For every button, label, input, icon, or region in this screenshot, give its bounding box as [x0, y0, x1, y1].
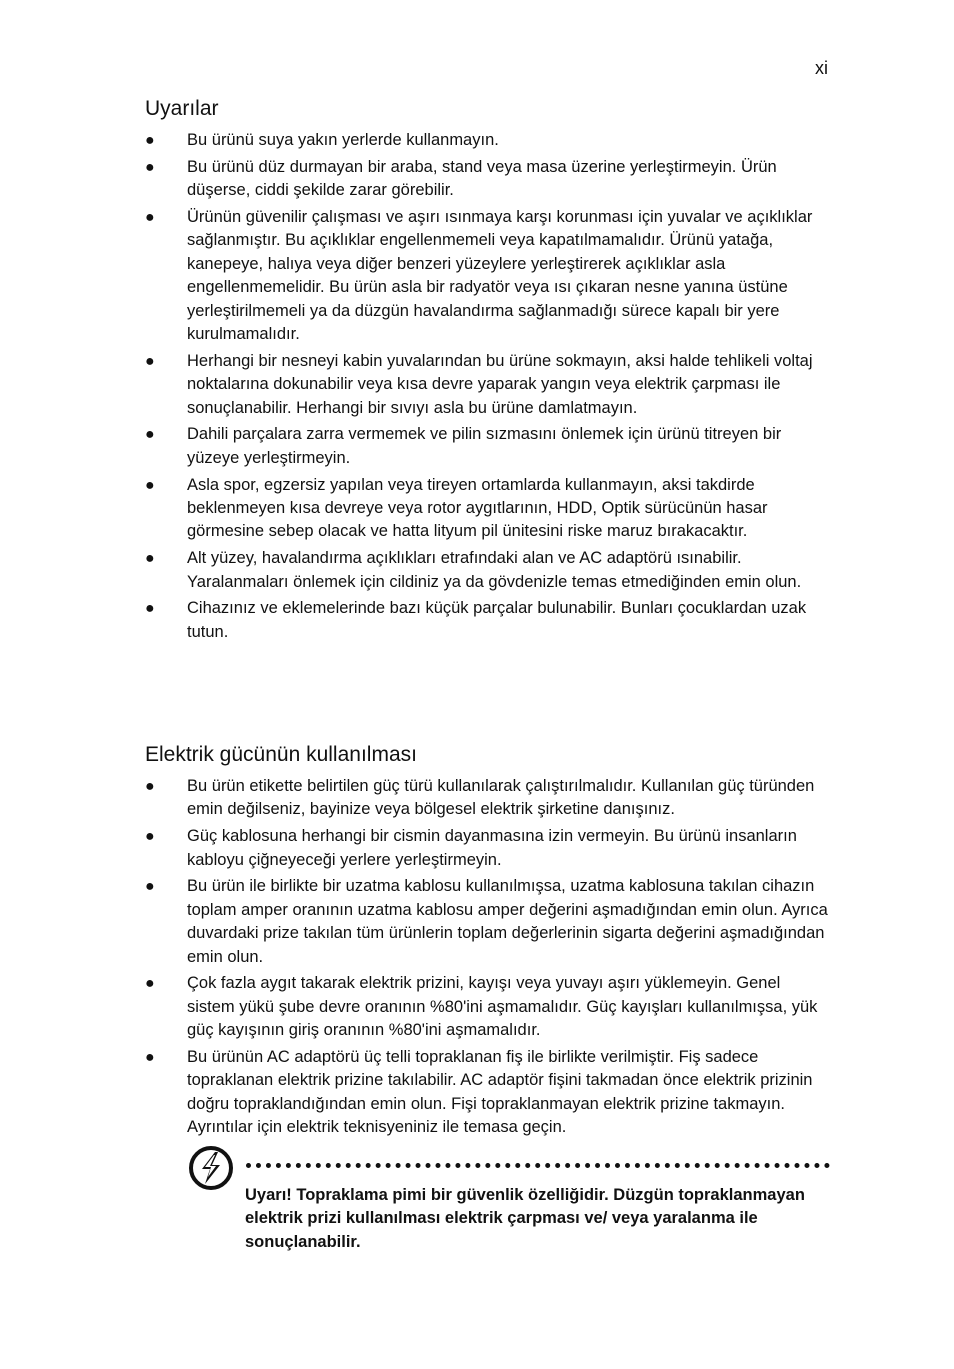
section-title-power: Elektrik gücünün kullanılması: [145, 743, 417, 766]
list-item: ● Herhangi bir nesneyi kabin yuvalarından bu ürüne sokmayın, aksi halde tehlikeli voltaj noktalarına dokunabilir veya kısa devre yaparak yangın veya elektrik çarpması ile sonuçlanabilir. Herhangi bir sıvıyı asla bu ürüne damlatmayın.: [145, 351, 813, 417]
bullet-dot-icon: ●: [145, 1049, 155, 1067]
page-number: xi: [815, 58, 828, 78]
list-item: ● Cihazınız ve eklemelerinde bazı küçük parçalar bulunabilir. Bunları çocuklardan uzak tutun.: [145, 599, 807, 641]
bullet-dot-icon: ●: [145, 209, 155, 226]
list-item: ● Bu ürünü düz durmayan bir araba, stand veya masa üzerine yerleştirmeyin. Ürün düşerse, ciddi şekilde zarar görebilir.: [145, 157, 777, 200]
bullet-dot-icon: ●: [145, 426, 155, 444]
section-title-warnings: Uyarılar: [145, 97, 219, 120]
bullet-dot-icon: ●: [145, 352, 155, 370]
bullet-dot-icon: ●: [145, 158, 155, 176]
list-item: ● Çok fazla aygıt takarak elektrik prizini, kayışı veya yuvayı aşırı yüklemeyin. Genel sistem yükü şube devre oranının %80'ini aşmamalıdır. Güç kayışları kullanılmışsa, yük güç kayışının giriş oranının %80'ini aşmamalıdır.: [145, 974, 818, 1040]
list-item: ● Ürünün güvenilir çalışması ve aşırı ısınmaya karşı korunması için yuvalar ve açıklıklar sağlanmıştır. Bu açıklıklar engellenmemeli veya kapatılmamalıdır. Ürünü yatağa, kanepeye, halıya veya diğer benzeri yüzeylere yerleştirerek açıklıklar asla engellenmemelidir. Bu ürün asla bir radyatör veya ısı çıkaran nesne yanına üstüne yerleştirilmemeli ya da düzgün havalandırma sağlanmadığı sürece kapalı bir yere kurulmamalıdır.: [145, 208, 813, 344]
list-item: ● Bu ürün ile birlikte bir uzatma kablosu kullanılmışsa, uzatma kablosuna takılan cihazın toplam amper oranının uzatma kablosu amper değerini aşmadığından emin olun. Ayrıca duvardaki prize takılan tüm ürünlerin toplam değerlerinin sigarta değerini aşmadığından emin olun.: [145, 877, 828, 966]
bullet-dot-icon: ●: [145, 132, 155, 149]
bullet-dot-icon: ●: [145, 476, 155, 494]
power-list: [0, 775, 954, 1143]
lightning-warning-icon: [188, 1145, 234, 1191]
warnings-list: [0, 129, 954, 648]
list-item: ● Asla spor, egzersiz yapılan veya tireyen ortamlarda kullanmayın, aksi takdirde beklenmeyen kısa devreye veya rotor aygıtlarının, HDD, Optik sürücünün hasar görmesine sebep olacak ve hatta lityum pil ünitesini riske maruz bırakacaktır.: [145, 475, 768, 541]
list-item: ● Alt yüzey, havalandırma açıklıkları etrafındaki alan ve AC adaptörü ısınabilir. Yaralanmaları önlemek için cildiniz ya da gövdenizle temas etmediğinden emin olun.: [145, 549, 802, 591]
bullet-dot-icon: ●: [145, 778, 155, 795]
bullet-dot-icon: ●: [145, 975, 155, 993]
list-item: ● Bu ürünü suya yakın yerlerde kullanmayın.: [0, 129, 832, 152]
list-item: ● Güç kablosuna herhangi bir cismin dayanmasına izin vermeyin. Bu ürünü insanların kabloyu çiğneyeceği yerlere yerleştirmeyin.: [145, 827, 797, 869]
bullet-dot-icon: ●: [145, 878, 155, 896]
list-item: ● Dahili parçalara zarra vermemek ve pilin sızmasını önlemek için ürünü titreyen bir yüzeye yerleştirmeyin.: [145, 425, 782, 467]
warning-text: Uyarı! Topraklama pimi bir güvenlik özelliğidir. Düzgün topraklanmayan elektrik prizi kullanılması elektrik çarpması ve/ veya yaralanma ile sonuçlanabilir.: [245, 1186, 805, 1251]
dotted-divider: [246, 1163, 830, 1168]
bullet-dot-icon: ●: [145, 828, 155, 846]
list-item: ● Bu ürünün AC adaptörü üç telli topraklanan fiş ile birlikte verilmiştir. Fiş sadece topraklanan elektrik prizine takılabilir. AC adaptör fişini takmadan önce elektrik prizinin doğru topraklandığından emin olun. Fişi topraklanmayan elektrik prizine takmayın. Ayrıntılar için elektrik teknisyeniniz ile temasa geçin.: [145, 1048, 813, 1137]
list-item: ● Bu ürün etikette belirtilen güç türü kullanılarak çalıştırılmalıdır. Kullanılan güç türünden emin değilseniz, bayinize veya bölgesel elektrik şirketine danışınız.: [145, 777, 815, 819]
bullet-dot-icon: ●: [145, 550, 155, 568]
bullet-dot-icon: ●: [145, 600, 155, 618]
